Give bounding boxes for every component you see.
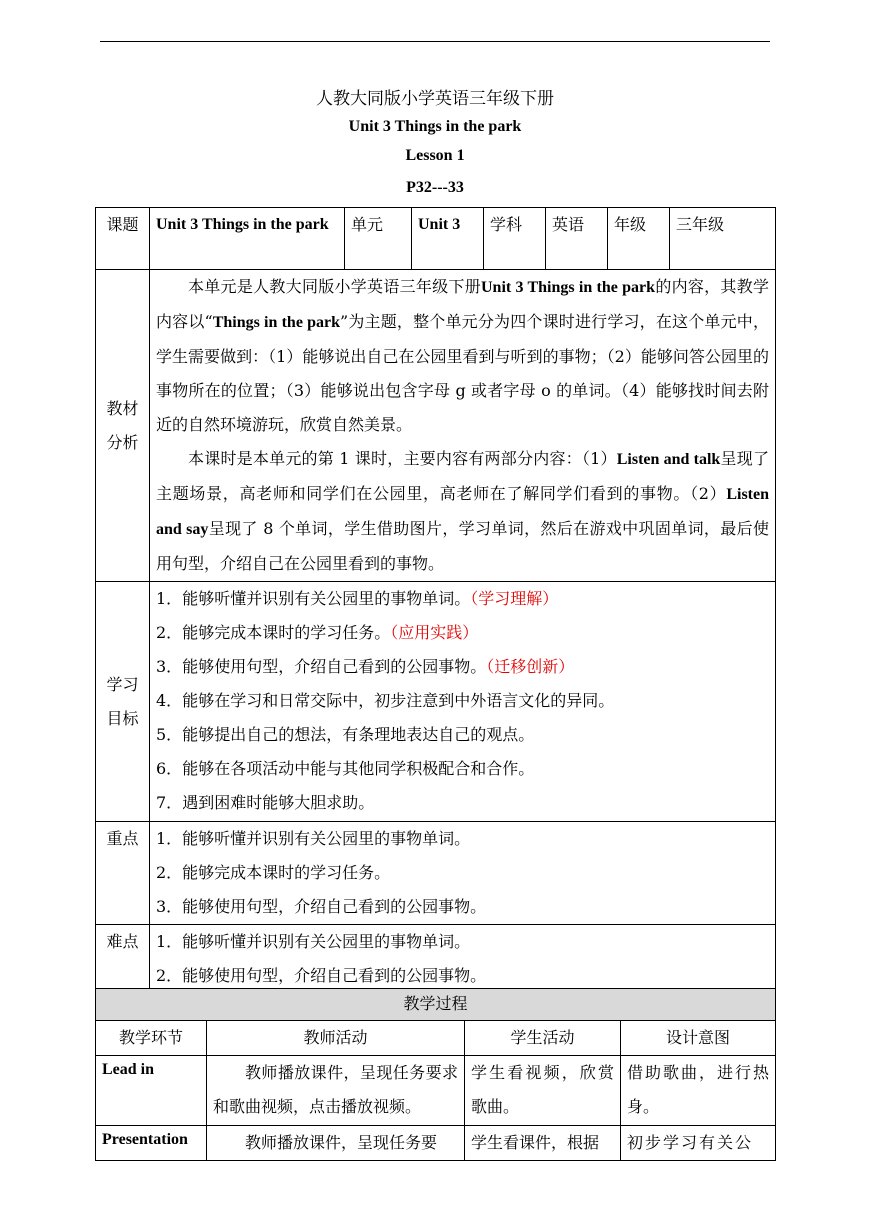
student-cell: 学生看视频，欣赏歌曲。 bbox=[465, 1056, 621, 1126]
difficult-point-item: 1．能够听懂并识别有关公园里的事物单词。 bbox=[156, 932, 471, 951]
stage-cell: Lead in bbox=[96, 1056, 207, 1126]
objective-item: 7．遇到困难时能够大胆求助。 bbox=[156, 793, 375, 812]
header-student: 学生活动 bbox=[465, 1021, 621, 1056]
teacher-cell: 教师播放课件，呈现任务要 bbox=[207, 1126, 465, 1161]
unit-label: 单元 bbox=[345, 208, 412, 270]
teaching-process-table bbox=[95, 988, 776, 1161]
objective-item: 6．能够在各项活动中能与其他同学积极配合和合作。 bbox=[156, 759, 535, 778]
lesson-info-table bbox=[95, 207, 776, 994]
key-points-row bbox=[96, 822, 776, 925]
analysis-paragraph-2: 本课时是本单元的第 1 课时，主要内容有两部分内容：（1）Listen and talk呈现了主题场景，高老师和同学们在公园里，高老师在了解同学们看到的事物。（2）Listen and say呈现了 8 个单词，学生借助图片，学习单词，然后在游戏中巩固单词，最后使用句型，介绍自己在公园里看到的事物。 bbox=[156, 449, 769, 573]
process-row bbox=[96, 1056, 776, 1126]
process-title: 教学过程 bbox=[96, 989, 776, 1021]
page-range: P32---33 bbox=[406, 179, 464, 196]
grade-value: 三年级 bbox=[670, 208, 776, 270]
objective-item: 1．能够听懂并识别有关公园里的事物单词。（学习理解） bbox=[156, 589, 559, 608]
teacher-cell: 教师播放课件，呈现任务要求和歌曲视频，点击播放视频。 bbox=[207, 1056, 465, 1126]
topic-value: Unit 3 Things in the park bbox=[150, 208, 345, 270]
difficult-points-content bbox=[150, 925, 776, 994]
key-point-item: 1．能够听懂并识别有关公园里的事物单词。 bbox=[156, 829, 471, 848]
student-cell: 学生看课件，根据 bbox=[465, 1126, 621, 1161]
topic-label: 课题 bbox=[96, 208, 150, 270]
unit-value: Unit 3 bbox=[412, 208, 484, 270]
header-intent: 设计意图 bbox=[621, 1021, 776, 1056]
stage-cell: Presentation bbox=[96, 1126, 207, 1161]
difficult-points-label: 难点 bbox=[96, 925, 150, 994]
difficult-points-row bbox=[96, 925, 776, 994]
objective-item: 4．能够在学习和日常交际中，初步注意到中外语言文化的异同。 bbox=[156, 691, 615, 710]
analysis-label: 教材 分析 bbox=[96, 270, 150, 582]
info-row bbox=[96, 208, 776, 270]
key-point-item: 3．能够使用句型，介绍自己看到的公园事物。 bbox=[156, 897, 487, 916]
objective-item: 3．能够使用句型，介绍自己看到的公园事物。（迁移创新） bbox=[156, 657, 575, 676]
header-teacher: 教师活动 bbox=[207, 1021, 465, 1056]
key-points-label: 重点 bbox=[96, 822, 150, 925]
objectives-content bbox=[150, 582, 776, 822]
analysis-paragraph-1: 本单元是人教大同版小学英语三年级下册Unit 3 Things in the park的内容，其教学内容以“Things in the park”为主题，整个单元分为四个课时进行学习，在这个单元中，学生需要做到：（1）能够说出自己在公园里看到与听到的事物；（2）能够问答公园里的事物所在的位置；（3）能够说出包含字母 g 或者字母 o 的单词。（4）能够找时间去附近的自然环境游玩，欣赏自然美景。 bbox=[156, 277, 769, 434]
lesson-title: Lesson 1 bbox=[405, 147, 465, 164]
analysis-content bbox=[150, 270, 776, 582]
process-title-row bbox=[96, 989, 776, 1021]
objectives-label: 学习 目标 bbox=[96, 582, 150, 822]
process-header-row bbox=[96, 1021, 776, 1056]
subject-label: 学科 bbox=[484, 208, 546, 270]
subject-value: 英语 bbox=[546, 208, 608, 270]
doc-title: 人教大同版小学英语三年级下册 bbox=[316, 89, 554, 109]
objective-item: 2．能够完成本课时的学习任务。（应用实践） bbox=[156, 623, 479, 642]
intent-cell: 借助歌曲，进行热身。 bbox=[621, 1056, 776, 1126]
difficult-point-item: 2．能够使用句型，介绍自己看到的公园事物。 bbox=[156, 966, 487, 985]
top-rule bbox=[100, 41, 770, 42]
key-point-item: 2．能够完成本课时的学习任务。 bbox=[156, 863, 391, 882]
unit-title: Unit 3 Things in the park bbox=[348, 118, 522, 135]
objective-item: 5．能够提出自己的想法，有条理地表达自己的观点。 bbox=[156, 725, 535, 744]
process-row bbox=[96, 1126, 776, 1161]
analysis-row bbox=[96, 270, 776, 582]
grade-label: 年级 bbox=[608, 208, 670, 270]
header-stage: 教学环节 bbox=[96, 1021, 207, 1056]
key-points-content bbox=[150, 822, 776, 925]
objectives-row bbox=[96, 582, 776, 822]
intent-cell: 初步学习有关公 bbox=[621, 1126, 776, 1161]
